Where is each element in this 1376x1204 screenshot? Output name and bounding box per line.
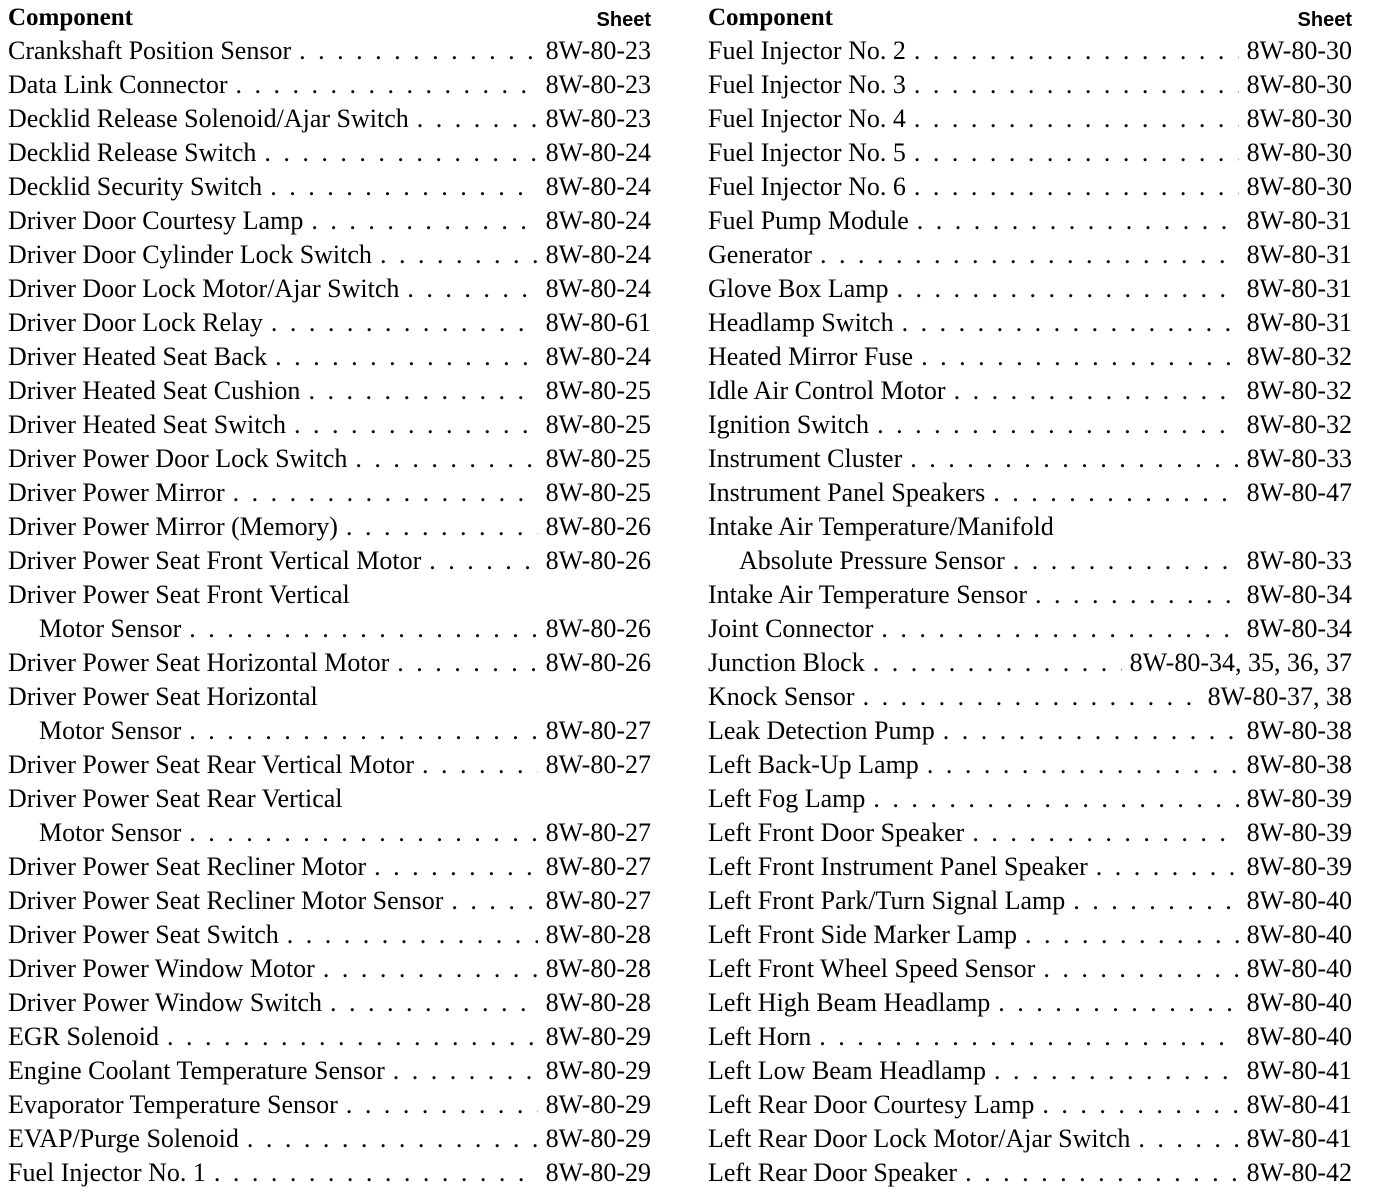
index-entry (8, 510, 651, 544)
index-entry (8, 408, 651, 442)
sheet-reference: 8W-80-32 (1246, 410, 1352, 439)
left-column-header (8, 0, 651, 34)
component-name: EVAP/Purge Solenoid (8, 1124, 239, 1153)
dot-leader (820, 238, 1239, 272)
dot-leader (965, 1156, 1239, 1190)
component-name: EGR Solenoid (8, 1022, 159, 1051)
sheet-reference: 8W-80-29 (545, 1090, 651, 1119)
sheet-reference: 8W-80-26 (545, 546, 651, 575)
index-entry (708, 1054, 1352, 1088)
dot-leader (189, 612, 537, 646)
index-entry (8, 952, 651, 986)
sheet-reference: 8W-80-33 (1246, 546, 1352, 575)
left-column (8, 0, 651, 1190)
dot-leader (271, 306, 538, 340)
component-name: Driver Power Seat Recliner Motor Sensor (8, 886, 444, 915)
sheet-reference: 8W-80-26 (545, 512, 651, 541)
sheet-reference: 8W-80-31 (1246, 308, 1352, 337)
dot-leader (429, 544, 537, 578)
dot-leader (264, 136, 537, 170)
index-entry (708, 782, 1352, 816)
index-entry (8, 884, 651, 918)
dot-leader (819, 1020, 1238, 1054)
sheet-reference: 8W-80-26 (545, 648, 651, 677)
index-entry-first-line: Driver Power Seat Horizontal (8, 682, 318, 711)
dot-leader (917, 204, 1239, 238)
component-name: Fuel Pump Module (708, 206, 909, 235)
dot-leader (247, 1122, 538, 1156)
sheet-reference: 8W-80-23 (545, 36, 651, 65)
index-entry (8, 272, 651, 306)
dot-leader (189, 816, 537, 850)
component-heading: Component (8, 4, 134, 31)
component-name: Left Rear Door Speaker (708, 1158, 958, 1187)
dot-leader (921, 340, 1239, 374)
index-entry (8, 646, 651, 680)
component-name: Headlamp Switch (708, 308, 894, 337)
component-name: Driver Power Door Lock Switch (8, 444, 348, 473)
sheet-reference: 8W-80-30 (1246, 104, 1352, 133)
dot-leader (994, 1054, 1239, 1088)
component-name: Intake Air Temperature Sensor (708, 580, 1027, 609)
sheet-reference: 8W-80-61 (545, 308, 651, 337)
sheet-reference: 8W-80-28 (545, 988, 651, 1017)
component-name: Driver Heated Seat Switch (8, 410, 286, 439)
dot-leader (330, 986, 538, 1020)
component-name: Knock Sensor (708, 682, 855, 711)
sheet-reference: 8W-80-34 (1246, 580, 1352, 609)
component-name: Driver Power Seat Rear Vertical Motor (8, 750, 415, 779)
dot-leader (346, 510, 538, 544)
component-name: Joint Connector (708, 614, 874, 643)
index-entry (8, 986, 651, 1020)
dot-leader (877, 408, 1239, 442)
sheet-reference: 8W-80-27 (545, 818, 651, 847)
right-index-list (708, 34, 1352, 1190)
dot-leader (355, 442, 537, 476)
sheet-heading: Sheet (1297, 9, 1352, 31)
index-entry (8, 102, 651, 136)
index-entry (8, 170, 651, 204)
sheet-reference: 8W-80-34 (1246, 614, 1352, 643)
dot-leader (954, 374, 1239, 408)
component-name: Driver Power Mirror (8, 478, 225, 507)
index-entry-first-line: Driver Power Seat Front Vertical (8, 580, 350, 609)
dot-leader (189, 714, 537, 748)
index-entry (708, 952, 1352, 986)
sheet-reference: 8W-80-40 (1246, 1022, 1352, 1051)
sheet-reference: 8W-80-30 (1246, 138, 1352, 167)
component-name: Ignition Switch (708, 410, 870, 439)
index-entry (708, 34, 1352, 68)
component-name: Left High Beam Headlamp (708, 988, 991, 1017)
index-entry (708, 136, 1352, 170)
component-name: Fuel Injector No. 5 (708, 138, 906, 167)
sheet-reference: 8W-80-24 (545, 206, 651, 235)
index-entry (8, 476, 651, 510)
index-entry (8, 612, 651, 646)
component-name: Instrument Cluster (708, 444, 903, 473)
dot-leader (873, 782, 1238, 816)
component-name: Instrument Panel Speakers (708, 478, 986, 507)
sheet-reference: 8W-80-27 (545, 750, 651, 779)
component-name: Engine Coolant Temperature Sensor (8, 1056, 385, 1085)
dot-leader (914, 68, 1239, 102)
index-entry (708, 238, 1352, 272)
index-entry (708, 714, 1352, 748)
component-name: Driver Door Courtesy Lamp (8, 206, 304, 235)
index-entry (8, 1122, 651, 1156)
dot-leader (881, 612, 1238, 646)
component-name: Fuel Injector No. 2 (708, 36, 906, 65)
sheet-reference: 8W-80-25 (545, 444, 651, 473)
component-name: Motor Sensor (39, 614, 182, 643)
dot-leader (346, 1088, 538, 1122)
dot-leader (897, 272, 1239, 306)
component-name: Left Front Door Speaker (708, 818, 965, 847)
dot-leader (167, 1020, 538, 1054)
dot-leader (873, 646, 1122, 680)
sheet-reference: 8W-80-47 (1246, 478, 1352, 507)
component-name: Left Front Wheel Speed Sensor (708, 954, 1036, 983)
index-entry (708, 544, 1352, 578)
sheet-reference: 8W-80-37, 38 (1207, 682, 1352, 711)
sheet-reference: 8W-80-41 (1246, 1124, 1352, 1153)
index-entry (708, 442, 1352, 476)
index-entry (708, 68, 1352, 102)
sheet-reference: 8W-80-30 (1246, 172, 1352, 201)
sheet-reference: 8W-80-23 (545, 104, 651, 133)
component-name: Absolute Pressure Sensor (739, 546, 1005, 575)
sheet-reference: 8W-80-25 (545, 478, 651, 507)
right-column (708, 0, 1352, 1190)
component-name: Leak Detection Pump (708, 716, 935, 745)
component-name: Evaporator Temperature Sensor (8, 1090, 338, 1119)
index-entry (8, 544, 651, 578)
index-entry-first-line: Driver Power Seat Rear Vertical (8, 784, 343, 813)
dot-leader (943, 714, 1239, 748)
sheet-reference: 8W-80-31 (1246, 274, 1352, 303)
sheet-reference: 8W-80-27 (545, 716, 651, 745)
sheet-reference: 8W-80-24 (545, 240, 651, 269)
index-entry (708, 204, 1352, 238)
component-name: Driver Power Seat Front Vertical Motor (8, 546, 422, 575)
dot-leader (233, 476, 538, 510)
dot-leader (236, 68, 538, 102)
dot-leader (299, 34, 537, 68)
index-entry (8, 816, 651, 850)
index-entry (8, 34, 651, 68)
sheet-heading: Sheet (596, 9, 651, 31)
dot-leader (927, 748, 1239, 782)
component-name: Decklid Release Switch (8, 138, 257, 167)
component-name: Left Back-Up Lamp (708, 750, 919, 779)
dot-leader (374, 850, 537, 884)
component-name: Driver Power Seat Horizontal Motor (8, 648, 390, 677)
sheet-reference: 8W-80-41 (1246, 1090, 1352, 1119)
component-name: Decklid Security Switch (8, 172, 263, 201)
index-entry (708, 1122, 1352, 1156)
dot-leader (308, 374, 537, 408)
dot-leader (910, 442, 1238, 476)
sheet-reference: 8W-80-29 (545, 1158, 651, 1187)
index-entry (708, 476, 1352, 510)
index-entry (8, 748, 651, 782)
dot-leader (380, 238, 538, 272)
index-entry (8, 714, 651, 748)
dot-leader (1096, 850, 1239, 884)
sheet-reference: 8W-80-25 (545, 410, 651, 439)
index-entry (708, 272, 1352, 306)
index-entry (708, 170, 1352, 204)
index-entry (708, 816, 1352, 850)
left-index-list (8, 34, 651, 1190)
component-name: Fuel Injector No. 3 (708, 70, 906, 99)
sheet-reference: 8W-80-39 (1246, 818, 1352, 847)
sheet-reference: 8W-80-30 (1246, 36, 1352, 65)
sheet-reference: 8W-80-32 (1246, 376, 1352, 405)
sheet-reference: 8W-80-41 (1246, 1056, 1352, 1085)
index-entry-first-line: Intake Air Temperature/Manifold (708, 512, 1054, 541)
dot-leader (1035, 578, 1239, 612)
sheet-reference: 8W-80-28 (545, 920, 651, 949)
sheet-reference: 8W-80-32 (1246, 342, 1352, 371)
dot-leader (214, 1156, 538, 1190)
sheet-reference: 8W-80-40 (1246, 954, 1352, 983)
dot-leader (998, 986, 1238, 1020)
component-name: Driver Heated Seat Back (8, 342, 268, 371)
component-name: Junction Block (708, 648, 865, 677)
sheet-reference: 8W-80-33 (1246, 444, 1352, 473)
sheet-reference: 8W-80-23 (545, 70, 651, 99)
sheet-reference: 8W-80-30 (1246, 70, 1352, 99)
sheet-reference: 8W-80-42 (1246, 1158, 1352, 1187)
component-name: Left Fog Lamp (708, 784, 866, 813)
index-entry (708, 1088, 1352, 1122)
component-name: Fuel Injector No. 6 (708, 172, 906, 201)
sheet-reference: 8W-80-27 (545, 886, 651, 915)
dot-leader (275, 340, 537, 374)
sheet-reference: 8W-80-24 (545, 172, 651, 201)
component-heading: Component (708, 4, 834, 31)
dot-leader (417, 102, 538, 136)
component-name: Driver Door Lock Motor/Ajar Switch (8, 274, 400, 303)
index-entry (8, 340, 651, 374)
sheet-reference: 8W-80-34, 35, 36, 37 (1129, 648, 1352, 677)
index-entry (708, 680, 1352, 714)
dot-leader (407, 272, 537, 306)
index-entry (708, 850, 1352, 884)
index-entry (708, 986, 1352, 1020)
dot-leader (914, 170, 1239, 204)
component-name: Fuel Injector No. 1 (8, 1158, 206, 1187)
component-name: Driver Power Window Motor (8, 954, 315, 983)
sheet-reference: 8W-80-25 (545, 376, 651, 405)
component-name: Left Horn (708, 1022, 812, 1051)
dot-leader (914, 136, 1239, 170)
index-entry (708, 340, 1352, 374)
index-entry (708, 646, 1352, 680)
sheet-reference: 8W-80-24 (545, 342, 651, 371)
dot-leader (397, 646, 537, 680)
component-name: Motor Sensor (39, 716, 182, 745)
sheet-reference: 8W-80-40 (1246, 886, 1352, 915)
component-name: Idle Air Control Motor (708, 376, 946, 405)
index-entry (708, 884, 1352, 918)
index-entry (708, 374, 1352, 408)
sheet-reference: 8W-80-40 (1246, 988, 1352, 1017)
index-entry (8, 374, 651, 408)
dot-leader (1073, 884, 1238, 918)
index-entry (708, 408, 1352, 442)
dot-leader (972, 816, 1238, 850)
sheet-reference: 8W-80-29 (545, 1056, 651, 1085)
dot-leader (1025, 918, 1239, 952)
dot-leader (311, 204, 537, 238)
sheet-reference: 8W-80-40 (1246, 920, 1352, 949)
component-name: Crankshaft Position Sensor (8, 36, 292, 65)
dot-leader (1013, 544, 1239, 578)
index-entry (708, 306, 1352, 340)
dot-leader (393, 1054, 538, 1088)
component-name: Motor Sensor (39, 818, 182, 847)
index-entry (8, 1088, 651, 1122)
component-name: Fuel Injector No. 4 (708, 104, 906, 133)
dot-leader (323, 952, 538, 986)
component-name: Left Rear Door Courtesy Lamp (708, 1090, 1035, 1119)
dot-leader (1138, 1122, 1238, 1156)
index-entry (8, 1156, 651, 1190)
sheet-reference: 8W-80-39 (1246, 852, 1352, 881)
component-name: Left Front Park/Turn Signal Lamp (708, 886, 1066, 915)
sheet-reference: 8W-80-38 (1246, 750, 1352, 779)
index-entry (708, 1156, 1352, 1190)
component-name: Driver Power Seat Switch (8, 920, 279, 949)
dot-leader (993, 476, 1238, 510)
dot-leader (863, 680, 1200, 714)
dot-leader (287, 918, 538, 952)
index-entry (8, 1020, 651, 1054)
component-name: Glove Box Lamp (708, 274, 889, 303)
index-entry (708, 918, 1352, 952)
component-name: Driver Power Seat Recliner Motor (8, 852, 367, 881)
dot-leader (1043, 952, 1238, 986)
dot-leader (294, 408, 538, 442)
index-entry (8, 204, 651, 238)
sheet-reference: 8W-80-24 (545, 274, 651, 303)
dot-leader (451, 884, 537, 918)
index-entry (708, 102, 1352, 136)
sheet-reference: 8W-80-26 (545, 614, 651, 643)
component-name: Driver Power Window Switch (8, 988, 323, 1017)
index-entry (708, 612, 1352, 646)
dot-leader (914, 34, 1239, 68)
sheet-reference: 8W-80-39 (1246, 784, 1352, 813)
sheet-reference: 8W-80-28 (545, 954, 651, 983)
dot-leader (902, 306, 1239, 340)
sheet-reference: 8W-80-29 (545, 1124, 651, 1153)
dot-leader (1042, 1088, 1238, 1122)
component-name: Generator (708, 240, 812, 269)
index-entry (8, 850, 651, 884)
component-name: Driver Power Mirror (Memory) (8, 512, 338, 541)
index-entry (708, 1020, 1352, 1054)
component-name: Data Link Connector (8, 70, 228, 99)
index-entry (708, 578, 1352, 612)
right-column-header (708, 0, 1352, 34)
dot-leader (270, 170, 537, 204)
component-name: Left Front Side Marker Lamp (708, 920, 1018, 949)
sheet-reference: 8W-80-31 (1246, 206, 1352, 235)
component-name: Decklid Release Solenoid/Ajar Switch (8, 104, 409, 133)
index-entry (8, 68, 651, 102)
component-name: Driver Door Lock Relay (8, 308, 263, 337)
index-entry (8, 1054, 651, 1088)
component-name: Left Rear Door Lock Motor/Ajar Switch (708, 1124, 1131, 1153)
dot-leader (422, 748, 538, 782)
dot-leader (914, 102, 1239, 136)
sheet-reference: 8W-80-38 (1246, 716, 1352, 745)
index-entry (8, 442, 651, 476)
sheet-reference: 8W-80-27 (545, 852, 651, 881)
component-name: Left Front Instrument Panel Speaker (708, 852, 1088, 881)
index-entry (8, 136, 651, 170)
index-entry (8, 238, 651, 272)
sheet-reference: 8W-80-24 (545, 138, 651, 167)
index-entry (8, 306, 651, 340)
component-name: Left Low Beam Headlamp (708, 1056, 986, 1085)
sheet-reference: 8W-80-31 (1246, 240, 1352, 269)
sheet-reference: 8W-80-29 (545, 1022, 651, 1051)
index-entry (708, 748, 1352, 782)
component-name: Driver Door Cylinder Lock Switch (8, 240, 372, 269)
component-name: Heated Mirror Fuse (708, 342, 914, 371)
index-entry (8, 918, 651, 952)
component-name: Driver Heated Seat Cushion (8, 376, 301, 405)
